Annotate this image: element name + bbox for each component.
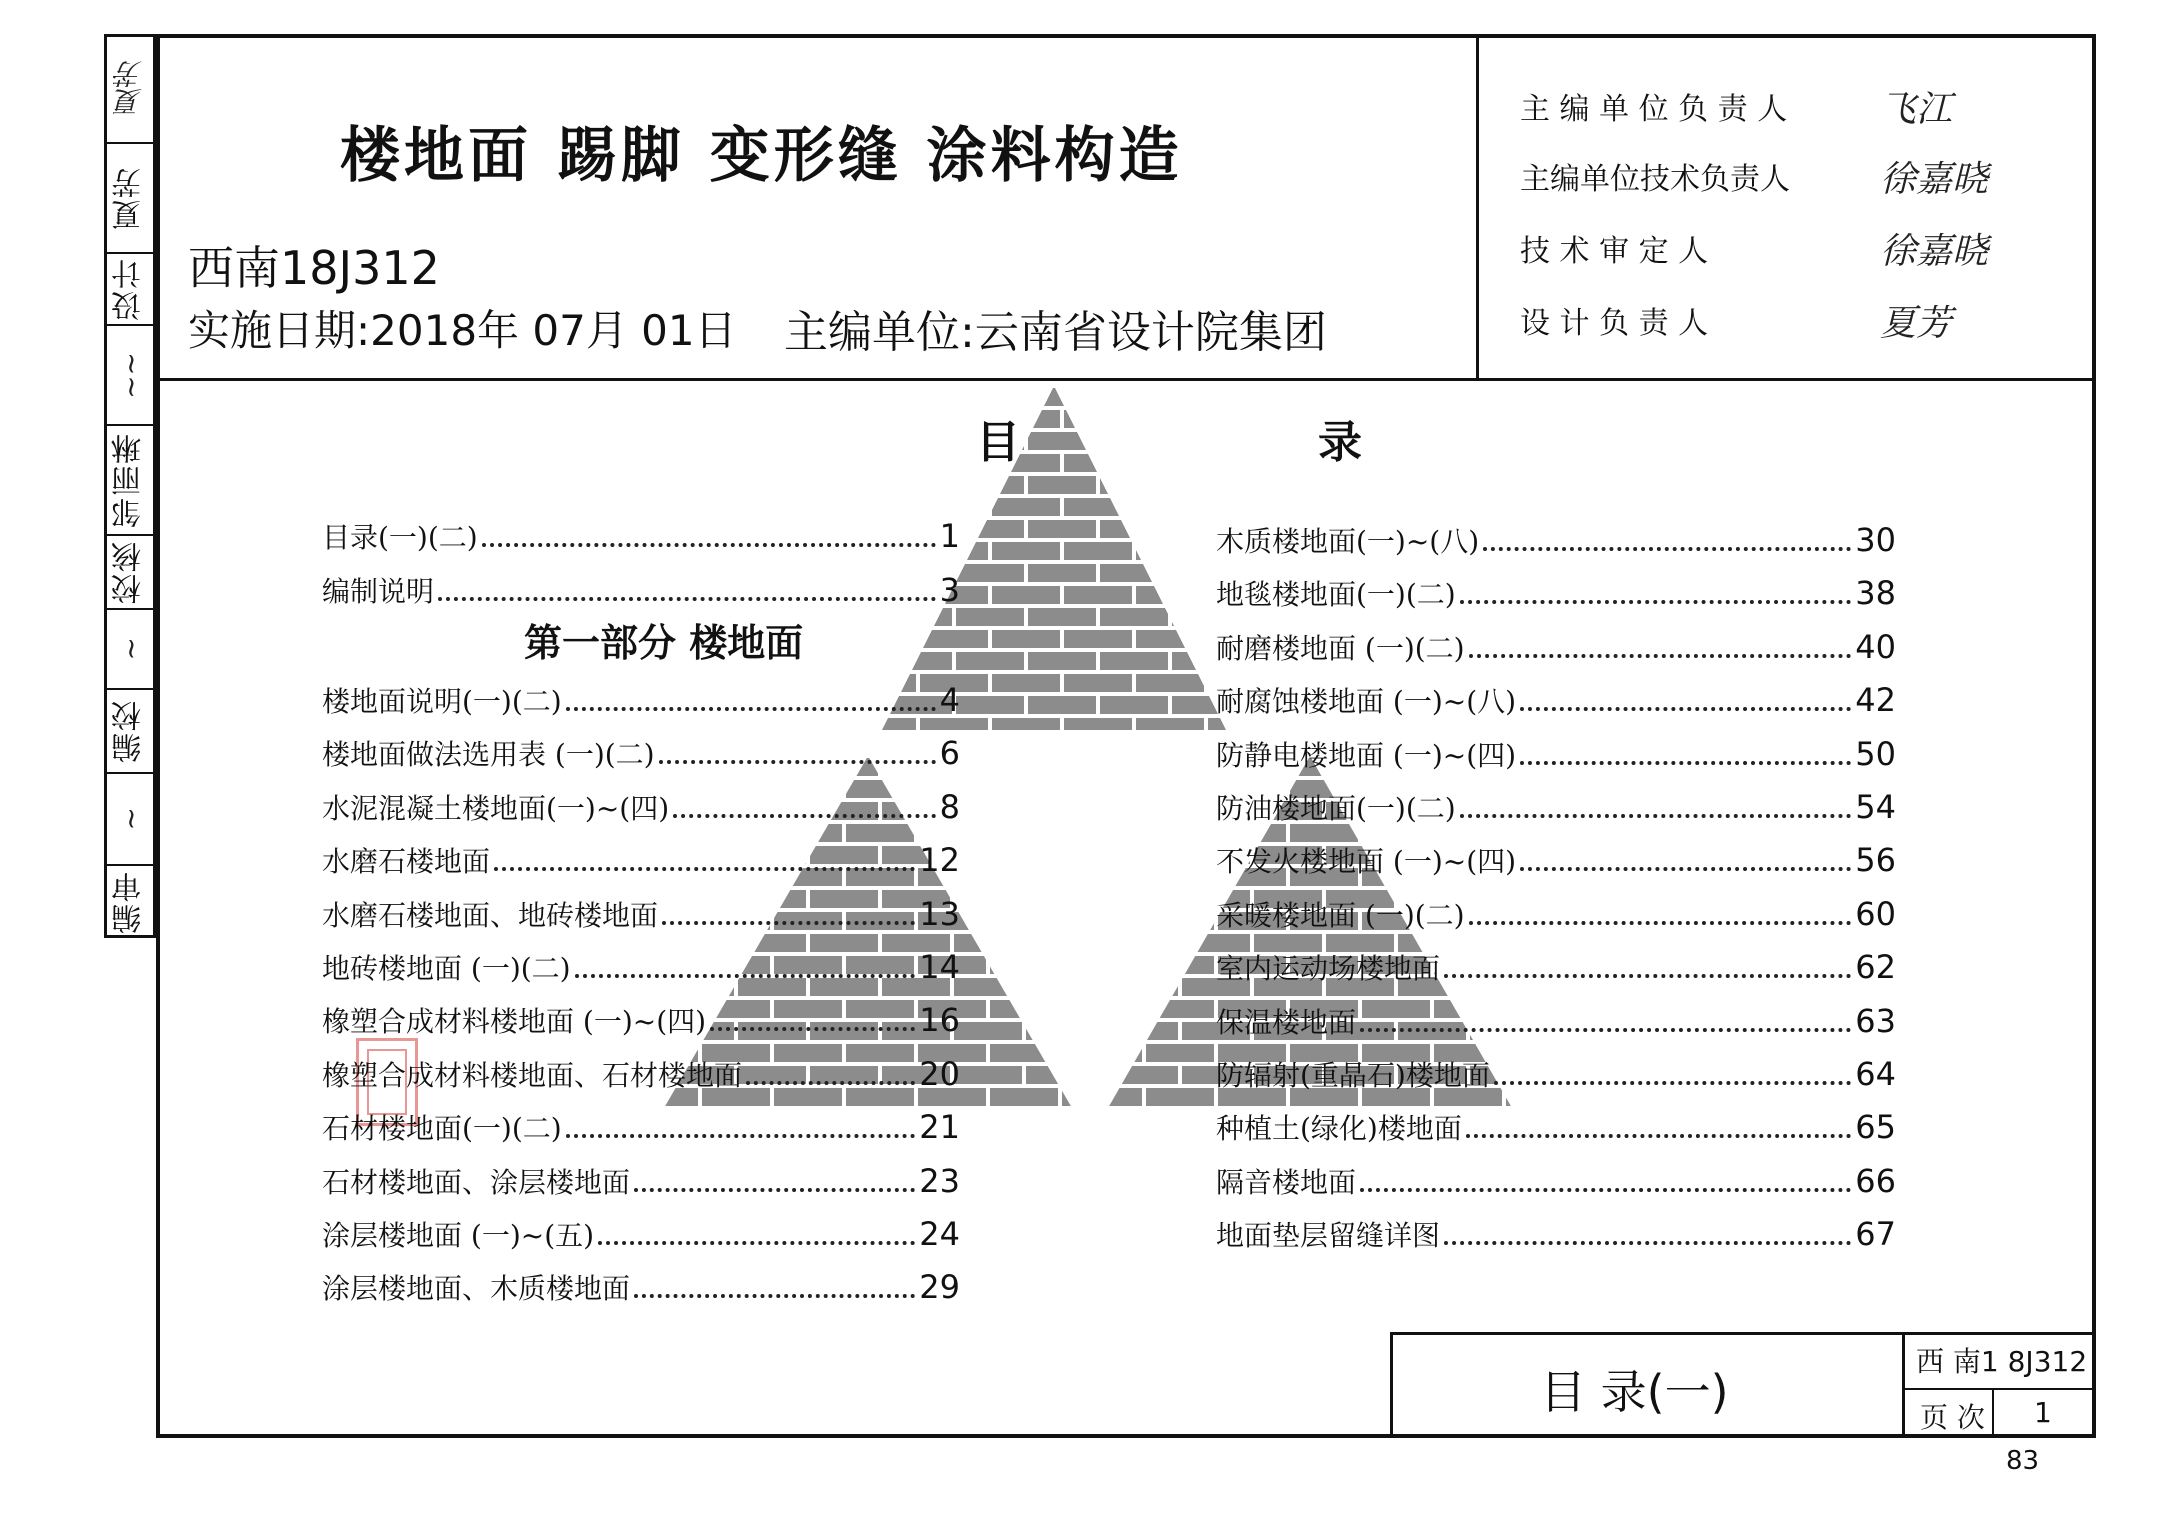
responsibility-role: 设 计 负 责 人 <box>1520 306 1709 341</box>
toc-leader-dots <box>1444 1241 1851 1245</box>
toc-entry <box>1216 840 1896 884</box>
toc-entry-label: 防辐射(重晶石)楼地面 <box>1216 1059 1490 1092</box>
editor-signature: ~ <box>113 807 147 831</box>
toc-entry <box>322 1161 960 1205</box>
atlas-label: 西 南1 8J312 <box>1916 1345 2088 1378</box>
toc-entry-page: 50 <box>1855 734 1896 773</box>
toc-entry <box>322 680 960 724</box>
toc-entry-label: 楼地面做法选用表 (一)(二) <box>322 738 655 772</box>
responsibility-row <box>1520 218 2100 278</box>
effective-date: 实施日期:2018年 07月 01日 <box>188 306 737 355</box>
strip-cell-check-signature <box>104 610 156 690</box>
toc-leader-dots <box>1460 600 1852 604</box>
toc-entry-label: 不发火楼地面 (一)~(四) <box>1216 845 1517 879</box>
editing-organization: 主编单位:云南省设计院集团 <box>784 307 1327 358</box>
check-label: 编校 <box>112 699 147 763</box>
toc-entry-page: 21 <box>919 1108 960 1147</box>
toc-entry <box>322 894 960 938</box>
strip-cell-editor-label <box>104 866 156 938</box>
responsibility-row <box>1520 76 2100 136</box>
section-title: 第一部分 楼地面 <box>524 621 804 665</box>
toc-entry <box>322 1000 960 1044</box>
toc-entry-label: 耐磨楼地面 (一)(二) <box>1216 631 1465 665</box>
toc-leader-dots <box>710 1027 915 1031</box>
toc-entry-page: 30 <box>1855 521 1896 559</box>
toc-entry <box>322 947 960 991</box>
toc-leader-dots <box>566 707 936 711</box>
strip-cell-editor-signature <box>104 774 156 866</box>
design-label: 设计 <box>112 257 147 321</box>
atlas-code: 西南18J312 <box>188 241 440 295</box>
title-block-row-divider <box>1902 1388 2096 1390</box>
toc-entry <box>322 787 960 831</box>
toc-heading-left: 目 <box>976 417 1020 468</box>
toc-leader-dots <box>482 543 936 547</box>
toc-leader-dots <box>1494 1081 1851 1085</box>
toc-heading-right: 录 <box>1318 417 1362 468</box>
toc-leader-dots <box>1483 547 1851 551</box>
toc-entry-page: 1 <box>939 517 960 555</box>
toc-entry-label: 防静电楼地面 (一)~(四) <box>1216 738 1517 772</box>
toc-entry-page: 40 <box>1855 627 1896 666</box>
toc-entry-label: 防油楼地面(一)(二) <box>1216 792 1456 825</box>
toc-leader-dots <box>1520 867 1851 871</box>
toc-entry <box>1216 894 1896 938</box>
strip-cell-design-name-print <box>104 144 156 254</box>
toc-entry-label: 楼地面说明(一)(二) <box>322 685 562 718</box>
toc-entry-label: 水泥混凝土楼地面(一)~(四) <box>322 791 670 825</box>
toc-entry-page: 3 <box>939 571 960 609</box>
editor-label: 编审 <box>112 870 147 934</box>
responsibility-signature: 夏芳 <box>1880 302 1953 344</box>
toc-leader-dots <box>438 597 936 601</box>
toc-entry-label: 室内运动场楼地面 <box>1216 952 1441 986</box>
toc-entry-page: 12 <box>919 841 960 880</box>
toc-entry <box>322 1214 960 1258</box>
toc-entry-label: 涂层楼地面、木质楼地面 <box>322 1272 631 1306</box>
toc-entry <box>322 1267 960 1311</box>
toc-entry-page: 60 <box>1855 894 1896 933</box>
responsibility-signature: 飞江 <box>1880 88 1953 130</box>
toc-entry-label: 木质楼地面(一)~(八) <box>1216 525 1480 558</box>
proof-name: 邹丽琳 <box>112 432 147 528</box>
title-block-divider <box>1902 1332 1905 1438</box>
responsibility-signature: 徐嘉晓 <box>1880 230 1989 272</box>
responsibility-signature: 徐嘉晓 <box>1880 158 1989 200</box>
strip-cell-design-label <box>104 254 156 326</box>
sheet-title: 目 录(一) <box>1540 1365 1729 1419</box>
toc-leader-dots <box>1360 1188 1851 1192</box>
toc-entry-page: 14 <box>919 948 960 986</box>
header-divider <box>156 378 2096 381</box>
responsibility-role: 主编单位技术负责人 <box>1520 162 1790 197</box>
toc-leader-dots <box>575 974 916 978</box>
toc-leader-dots <box>634 1294 915 1298</box>
toc-entry-label: 石材楼地面(一)(二) <box>322 1112 562 1146</box>
toc-leader-dots <box>673 814 935 818</box>
toc-leader-dots <box>494 867 915 871</box>
toc-leader-dots <box>746 1081 915 1085</box>
toc-entry <box>322 1054 960 1098</box>
toc-entry <box>1216 627 1896 671</box>
toc-entry-label: 编制说明 <box>322 575 435 608</box>
toc-entry <box>1216 1001 1896 1045</box>
toc-entry-page: 66 <box>1855 1161 1896 1200</box>
toc-entry-page: 62 <box>1855 948 1896 987</box>
toc-entry-label: 石材楼地面、涂层楼地面 <box>322 1165 631 1199</box>
strip-cell-proof-name <box>104 426 156 536</box>
responsibility-row <box>1520 146 2100 206</box>
toc-leader-dots <box>662 921 915 925</box>
toc-entry-page: 20 <box>919 1054 960 1093</box>
toc-entry-page: 6 <box>939 734 960 773</box>
proof-label: 校核 <box>112 540 147 604</box>
toc-entry <box>1216 1107 1896 1151</box>
toc-entry <box>1216 1214 1896 1258</box>
toc-entry <box>322 570 960 614</box>
toc-leader-dots <box>659 760 936 764</box>
toc-entry-page: 13 <box>919 894 960 933</box>
toc-entry-label: 耐腐蚀楼地面 (一)~(八) <box>1216 685 1517 719</box>
toc-entry-label: 地面垫层留缝详图 <box>1216 1219 1441 1253</box>
toc-entry-page: 65 <box>1855 1108 1896 1147</box>
toc-entry-label: 水磨石楼地面 <box>322 845 491 879</box>
toc-entry <box>1216 680 1896 724</box>
toc-entry-label: 橡塑合成材料楼地面 (一)~(四) <box>322 1005 707 1039</box>
title-block-page-divider <box>1992 1388 1994 1438</box>
toc-entry-label: 种植土(绿化)楼地面 <box>1216 1112 1462 1146</box>
responsibility-role: 主 编 单 位 负 责 人 <box>1520 92 1788 127</box>
strip-cell-proof-signature <box>104 326 156 426</box>
toc-entry <box>1216 1161 1896 1205</box>
toc-entry-page: 29 <box>919 1268 960 1307</box>
toc-leader-dots <box>1444 974 1851 978</box>
toc-entry-label: 采暖楼地面 (一)(二) <box>1216 898 1465 932</box>
toc-entry <box>1216 947 1896 991</box>
toc-entry <box>322 840 960 884</box>
toc-leader-dots <box>1360 1028 1851 1032</box>
toc-entry-label: 目录(一)(二) <box>322 521 478 554</box>
toc-leader-dots <box>566 1134 916 1138</box>
toc-entry <box>1216 734 1896 778</box>
page-label: 页 次 <box>1920 1401 1985 1434</box>
toc-entry-label: 保温楼地面 <box>1216 1005 1357 1039</box>
toc-entry-label: 橡塑合成材料楼地面、石材楼地面 <box>322 1058 743 1092</box>
toc-entry-label: 地砖楼地面 (一)(二) <box>322 952 571 985</box>
toc-entry <box>322 733 960 777</box>
toc-entry-page: 67 <box>1855 1215 1896 1254</box>
toc-leader-dots <box>1469 654 1852 658</box>
toc-entry-page: 64 <box>1855 1055 1896 1093</box>
toc-entry-label: 地毯楼地面(一)(二) <box>1216 578 1456 612</box>
toc-entry-page: 54 <box>1855 788 1896 826</box>
responsibility-role: 技 术 审 定 人 <box>1520 234 1709 269</box>
toc-leader-dots <box>1466 1134 1851 1138</box>
check-signature: ~ <box>113 637 147 661</box>
header-vertical-divider <box>1476 34 1479 378</box>
sheet-number: 83 <box>2006 1446 2040 1476</box>
toc-entry-page: 4 <box>939 681 960 719</box>
toc-entry-label: 隔音楼地面 <box>1216 1165 1357 1199</box>
strip-cell-design-name <box>104 34 156 144</box>
toc-leader-dots <box>634 1188 915 1192</box>
toc-entry-page: 8 <box>939 787 960 826</box>
toc-entry-label: 水磨石楼地面、地砖楼地面 <box>322 898 659 932</box>
design-signature: 夏芳 <box>113 60 146 116</box>
toc-entry-page: 56 <box>1855 841 1896 880</box>
toc-leader-dots <box>598 1241 915 1245</box>
toc-leader-dots <box>1469 921 1852 925</box>
responsibility-row <box>1520 290 2100 350</box>
toc-entry <box>322 516 960 560</box>
toc-entry <box>1216 573 1896 617</box>
toc-entry-page: 38 <box>1855 574 1896 613</box>
drawing-title: 楼地面 踢脚 变形缝 涂料构造 <box>340 121 1183 191</box>
toc-entry <box>1216 1054 1896 1098</box>
toc-leader-dots <box>1520 761 1851 765</box>
toc-entry <box>1216 520 1896 564</box>
page-value: 1 <box>2034 1396 2052 1429</box>
proof-signature: ~~ <box>113 351 147 399</box>
toc-leader-dots <box>1520 707 1851 711</box>
toc-leader-dots <box>1460 814 1852 818</box>
design-name-print: 夏芳 <box>112 166 147 230</box>
strip-cell-check-label <box>104 690 156 774</box>
toc-entry <box>1216 787 1896 831</box>
toc-entry-label: 涂层楼地面 (一)~(五) <box>322 1219 595 1252</box>
toc-entry-page: 42 <box>1855 681 1896 720</box>
toc-entry-page: 23 <box>919 1161 960 1200</box>
toc-entry-page: 24 <box>919 1215 960 1253</box>
toc-entry-page: 16 <box>919 1001 960 1040</box>
toc-entry <box>322 1107 960 1151</box>
toc-entry-page: 63 <box>1855 1001 1896 1040</box>
strip-cell-proof-label <box>104 536 156 610</box>
